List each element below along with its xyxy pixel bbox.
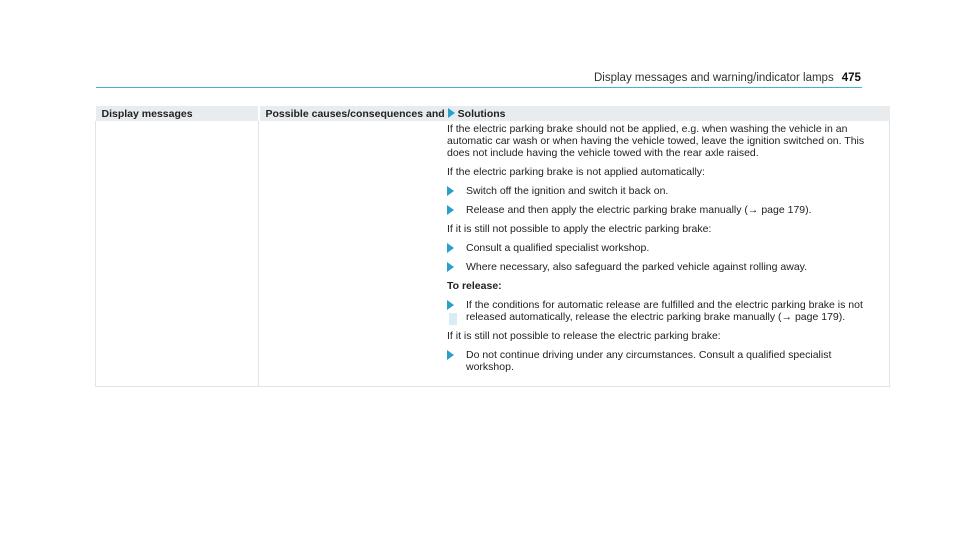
page-number: 475 (841, 72, 861, 84)
paragraph: If it is still not possible to apply the electric parking brake: (447, 223, 712, 235)
table-header-row (96, 106, 890, 121)
column-header-causes-label: Possible causes/consequences and (265, 108, 445, 120)
step-item (447, 261, 881, 273)
column-header-causes-solutions (259, 106, 890, 121)
column-header-display-messages: Display messages (96, 106, 259, 121)
step-item (447, 242, 881, 254)
step-text: Where necessary, also safeguard the parked vehicle against rolling away. (466, 261, 808, 273)
arrow-right-icon (447, 350, 454, 360)
step-text: Release and then apply the electric parking brake manually (→ page 179). (466, 204, 812, 216)
header-divider (96, 87, 862, 88)
step-item (447, 185, 881, 197)
page-header-title: Display messages and warning/indicator lamps (594, 72, 834, 84)
arrow-right-icon (447, 300, 454, 310)
solutions-cell (259, 121, 890, 387)
column-header-solutions-label: Solutions (457, 108, 506, 120)
step-continuation-bar (449, 313, 457, 325)
display-message-cell (96, 121, 259, 387)
arrow-right-icon (447, 243, 454, 253)
display-messages-table (95, 106, 890, 387)
step-text: Switch off the ignition and switch it back on. (466, 185, 669, 197)
subheading-to-release: To release: (447, 280, 502, 292)
arrow-right-icon (448, 108, 455, 118)
paragraph: If the electric parking brake is not applied automatically: (447, 166, 705, 178)
table-row (96, 121, 890, 387)
paragraph: If it is still not possible to release the electric parking brake: (447, 330, 721, 342)
step-text: Consult a qualified specialist workshop. (466, 242, 650, 254)
step-text: Do not continue driving under any circumstances. Consult a qualified specialist workshop. (466, 349, 832, 373)
step-item (447, 349, 881, 373)
arrow-right-icon (447, 205, 454, 215)
page-header (594, 72, 861, 84)
arrow-right-icon (447, 186, 454, 196)
step-item (447, 299, 881, 323)
step-text: If the conditions for automatic release are fulfilled and the electric parking brake is not released automatically, release the electric parking brake manually (→ page 179). (466, 299, 863, 323)
arrow-right-icon (447, 262, 454, 272)
paragraph: If the electric parking brake should not be applied, e.g. when washing the vehicle in an automatic car wash or when having the vehicle towed, leave the ignition switched on. This does not include having the vehicle towed with the rear axle raised. (447, 123, 865, 159)
step-item (447, 204, 881, 216)
